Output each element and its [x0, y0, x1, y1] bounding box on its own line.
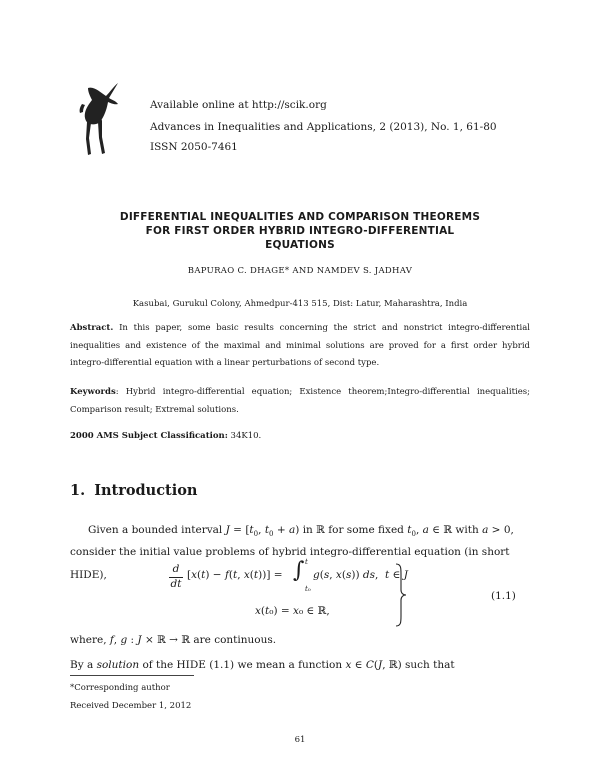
intro-paragraph: Given a bounded interval $J = [t_0$, $t_0 + a$) in ℝ for some fixed $t_0$, a ∈ ℝ with a > 0,: [88, 524, 514, 539]
page-number: 61: [294, 735, 306, 745]
title-line: EQUATIONS: [265, 239, 335, 251]
antelope-logo-icon: [78, 82, 130, 158]
where-text: where,: [70, 634, 107, 646]
equation-number: (1.1): [491, 590, 516, 602]
title-line: FOR FIRST ORDER HYBRID INTEGRO-DIFFERENTIAL: [145, 225, 455, 237]
paper-title: [60, 210, 540, 252]
abstract: [70, 320, 530, 373]
journal-logo: [78, 82, 130, 158]
ams-label: 2000 AMS Subject Classification:: [70, 431, 228, 441]
where-text: are continuous.: [193, 634, 277, 646]
authors: BAPURAO C. DHAGE* AND NAMDEV S. JADHAV: [187, 266, 413, 276]
intro-text: for some fixed: [328, 524, 404, 536]
abstract-text: In this paper, some basic results concerning the strict and nonstrict integro-differential inequalities and existence of the maximal and minimal solutions are proved for a first order hybrid integro-differential equation with a linear perturbations of second type.: [70, 323, 530, 368]
title-line: DIFFERENTIAL INEQUALITIES AND COMPARISON THEOREMS: [119, 211, 481, 223]
equation-1-1: d dt [x(t) − f(t, x(t))] = ∫ t t₀ g(s, x(s)) ds, t ∈ J x(t₀) = x₀ ∈ ℝ,: [150, 562, 420, 632]
definition-term: solution: [96, 659, 140, 671]
intro-text: in: [302, 524, 313, 536]
header-journal: Advances in Inequalities and Applications, 2 (2013), No. 1, 61-80: [150, 121, 497, 133]
section-heading: [70, 482, 197, 499]
header-availability: Available online at http://scik.org: [150, 99, 327, 111]
footnote-received: Received December 1, 2012: [70, 701, 192, 711]
section-number: 1.: [70, 482, 86, 499]
footnote-rule: [70, 675, 194, 676]
intro-text: with: [455, 524, 479, 536]
ams-code: 34K10.: [230, 431, 262, 441]
definition-text: By a: [70, 659, 94, 671]
keywords-label: Keywords: [70, 387, 116, 397]
intro-text: Given a bounded interval: [88, 524, 223, 536]
abstract-label: Abstract.: [70, 323, 114, 333]
intro-text-line2: consider the initial value problems of hybrid integro-differential equation (in short HIDE),: [70, 546, 510, 581]
keywords: [70, 384, 530, 419]
right-brace-icon: [394, 562, 408, 628]
definition-line: By a solution of the HIDE (1.1) we mean a function x ∈ C(J, ℝ) such that: [70, 659, 455, 671]
header-issn: ISSN 2050-7461: [150, 141, 238, 153]
footnote-corresponding: *Corresponding author: [70, 683, 170, 693]
section-title: Introduction: [94, 482, 198, 499]
keywords-text: : Hybrid integro-differential equation; Existence theorem;Integro-differential inequalities; Comparison result; Extremal solutions.: [70, 387, 530, 415]
affiliation: Kasubai, Gurukul Colony, Ahmedpur-413 515, Dist: Latur, Maharashtra, India: [132, 299, 468, 309]
ams-classification: [70, 431, 261, 441]
where-line: where, f, g : J × ℝ → ℝ are continuous.: [70, 634, 277, 646]
definition-text: of the HIDE (1.1) we mean a function: [142, 659, 343, 671]
